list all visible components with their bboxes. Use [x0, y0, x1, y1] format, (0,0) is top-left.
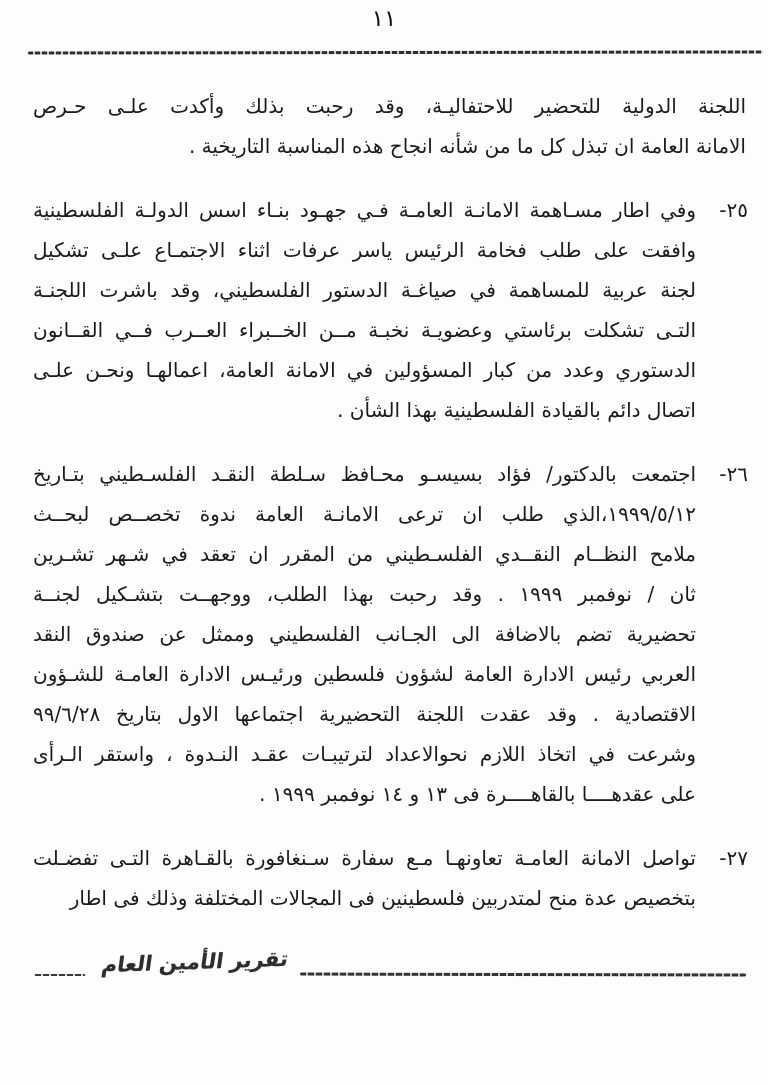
body-line: بتخصيص عدة منح لمتدربين فلسطينين فى المجالات المختلفة وذلك فى اطار	[69, 886, 696, 910]
body-line: الدستوري وعدد من كبار المسؤولين في الامانة العامة، اعمالهـا ونحـن علـى	[33, 358, 696, 382]
body-line: الاقتصادية . وقد عقدت اللجنة التحضيرية اجتماعها الاول بتاريخ ٩٩/٦/٢٨	[33, 702, 696, 726]
body-line: العربي رئيس الادارة العامة لشؤون فلسطين ورئيـس الادارة العامـة للشـؤون	[33, 662, 696, 686]
list-item-25	[33, 190, 746, 430]
body-line: ثان / نوفمبر ١٩٩٩ . وقد رحبت بهذا الطلب، ووجهــت بتشـكيل لجنــة	[33, 582, 696, 606]
body-line: على عقدهــــا بالقاهــــرة فى ١٣ و ١٤ نوفمبر ١٩٩٩ .	[259, 782, 696, 806]
body-line: الامانة العامة ان تبذل كل ما من شأنه انجاح هذه المناسبة التاريخية .	[188, 134, 746, 158]
list-item-27	[33, 838, 746, 918]
body-line: وفي اطار مسـاهمة الامانـة العامـة فـي جهـود بنـاء اسس الدولـة الفلسطينية	[33, 198, 696, 222]
footer-signature: تقرير الأمين العام	[100, 946, 290, 978]
body-line: تواصل الامانة العامـة تعاونهـا مـع سفارة سـنغافورة بالقـاهرة التـى تفضـلت	[33, 846, 696, 870]
item-marker: ٢٦-	[719, 462, 748, 486]
body-line: وشرعت في اتخاذ اللازم نحوالاعداد لترتيبـات عقـد النـدوة ، واستقر الـرأى	[33, 742, 696, 766]
item-lines	[33, 454, 696, 814]
body-line: اجتمعت بالدكتور/ فؤاد بسيسـو محـافظ سـلطة النقـد الفلسـطيني بتـاريخ	[33, 462, 696, 486]
body-line: وافقت على طلب فخامة الرئيس ياسر عرفات اثناء الاجتمـاع علـى تشكيل	[33, 238, 696, 262]
list-item-26	[33, 454, 746, 814]
body-line: ١٩٩٩/٥/١٢،الذي طلب ان ترعى الامانـة العامة ندوة تخصــص لبحــث	[33, 502, 696, 526]
item-marker: ٢٧-	[719, 846, 748, 870]
intro-paragraph	[33, 86, 746, 166]
footer-dash-left	[35, 974, 85, 976]
item-lines	[33, 190, 696, 430]
body-line: ملامح النظــام النقــدي الفلسـطيني من المقرر ان تعقد في شـهر تشـرين	[33, 542, 696, 566]
page-number: ١١	[371, 6, 397, 32]
body-line: لجنة عربية للمساهمة في صياغـة الدستور الفلسطيني، وقد باشرت اللجنـة	[33, 278, 696, 302]
item-marker: ٢٥-	[719, 198, 748, 222]
page-footer	[0, 948, 768, 1008]
footer-rule	[300, 973, 746, 977]
body-line: اللجنة الدولية للتحضير للاحتفاليـة، وقد رحبت بذلك وأكدت علـى حـرص	[33, 94, 746, 118]
body-line: اتصال دائم بالقيادة الفلسطينية بهذا الشأن .	[337, 398, 696, 422]
body-line: تحضيرية تضم بالاضافة الى الجـانب الفلسطيني وممثل عن صندوق النقد	[33, 622, 696, 646]
document-body	[33, 86, 746, 918]
body-line: التـى تشكلت برئاستي وعضويـة نخبـة مــن الخــبراء العــرب فــي القــانون	[33, 318, 696, 342]
item-lines	[33, 838, 696, 918]
top-rule	[28, 50, 763, 54]
